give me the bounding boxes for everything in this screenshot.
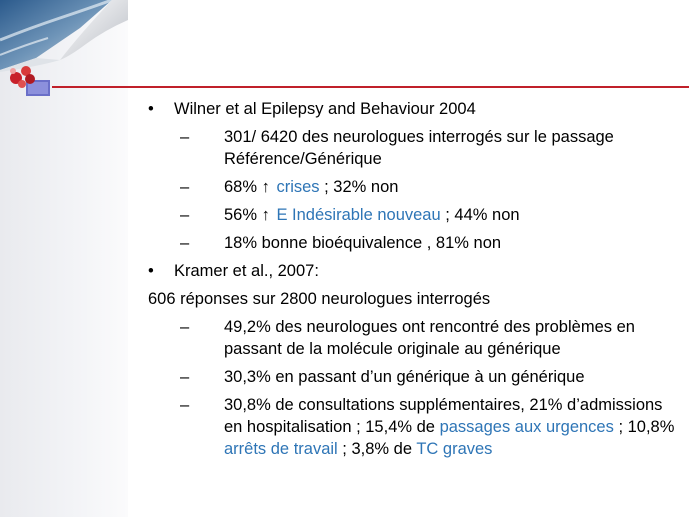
up-arrow-icon: ↑ (261, 178, 270, 196)
sub-bullet-wilner-1 (180, 126, 678, 170)
dash-mark: – (180, 318, 190, 336)
kramer-heading: Kramer et al., 2007: (174, 262, 319, 280)
up-arrow-icon: ↑ (261, 206, 270, 224)
bullet-mark: • (148, 100, 154, 118)
wilner-item-3-value: 56% (224, 206, 262, 224)
dash-mark: – (180, 368, 190, 386)
wilner-item-1: 301/ 6420 des neurologues interrogés sur le passage Référence/Générique (224, 128, 614, 168)
dash-mark: – (180, 128, 190, 146)
passages-urgences-link[interactable]: passages aux urgences (439, 418, 614, 436)
dash-mark: – (180, 396, 190, 414)
bullet-mark: • (148, 262, 154, 280)
bullet-wilner (148, 98, 678, 120)
kramer-item-2: 30,3% en passant d’un générique à un générique (224, 368, 585, 386)
dash-mark: – (180, 178, 190, 196)
slide-body (148, 98, 678, 466)
wilner-item-2-rest: ; 32% non (319, 178, 399, 196)
wilner-heading: Wilner et al Epilepsy and Behaviour 2004 (174, 100, 476, 118)
header-divider-line (52, 86, 689, 88)
tc-graves-link[interactable]: TC graves (416, 440, 493, 458)
sub-bullet-kramer-2 (180, 366, 678, 388)
sub-bullet-wilner-3 (180, 204, 678, 226)
kramer-intro: 606 réponses sur 2800 neurologues interrogés (148, 290, 491, 308)
effet-indesirable-link[interactable]: E Indésirable nouveau (276, 206, 441, 224)
sub-bullet-kramer-1 (180, 316, 678, 360)
bullet-kramer (148, 260, 678, 282)
wilner-item-4: 18% bonne bioéquivalence , 81% non (224, 234, 502, 252)
sub-bullet-wilner-4 (180, 232, 678, 254)
kramer-item-1: 49,2% des neurologues ont rencontré des problèmes en passant de la molécule originale au générique (224, 318, 635, 358)
kramer-item-3-b: ; 10,8% (613, 418, 675, 436)
sub-bullet-kramer-3 (180, 394, 678, 460)
wilner-item-2-value: 68% (224, 178, 262, 196)
sub-bullet-wilner-2 (180, 176, 678, 198)
arrets-travail-link[interactable]: arrêts de travail (224, 440, 338, 458)
kramer-item-3-c: ; 3,8% de (337, 440, 417, 458)
dash-mark: – (180, 234, 190, 252)
red-molecule-icon (6, 62, 52, 100)
wilner-item-3-rest: ; 44% non (440, 206, 520, 224)
dash-mark: – (180, 206, 190, 224)
kramer-item-3-a: 30,8% de consultations supplémentaires, 21% d’admissions en hospitalisation ; 15,4% de (224, 396, 663, 436)
crises-link[interactable]: crises (276, 178, 320, 196)
